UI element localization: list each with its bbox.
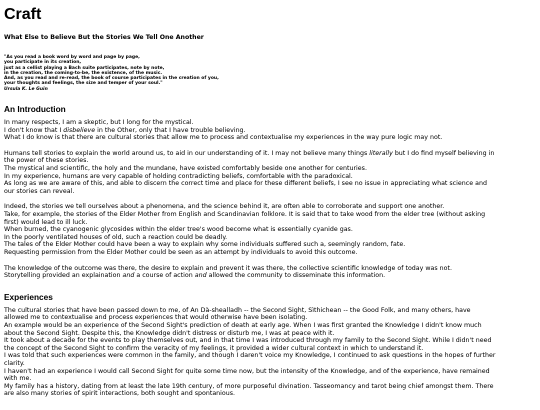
text-line: first) would lead to ill luck. — [4, 218, 88, 226]
paragraph — [4, 119, 536, 142]
page-title: Craft — [4, 6, 42, 23]
paragraph — [4, 307, 536, 398]
epigraph — [4, 55, 536, 92]
text-line: about the Second Sight. Despite this, the Knowledge didn't distress or disturb me, I was at peace with it. — [4, 329, 335, 337]
text-run: in the Other, only that I have trouble believing. — [95, 126, 246, 134]
text-line: clarity. — [4, 359, 25, 367]
text-line — [4, 150, 536, 158]
paragraph — [4, 150, 536, 196]
text-line: I haven't had an experience I would call Second Sight for quite some time now, but the intensity of the Knowledge, and of the experience, have remained — [4, 367, 490, 375]
text-line: As long as we are aware of this, and able to discern the correct time and place for these different beliefs, I see no issue in appreciating what science and — [4, 180, 487, 188]
text-line: The knowledge of the outcome was there, the desire to explain and prevent it was there, the collective scientific knowledge of today was not. — [4, 264, 452, 272]
epigraph-line: "As you read a book word by word and page by page, — [4, 55, 140, 60]
paragraph — [4, 203, 536, 256]
text-run: a course of action — [134, 272, 195, 280]
epigraph-line: And, as you read and re-read, the book of course participates in the creation of you, — [4, 76, 219, 82]
emphasis: literally — [369, 149, 393, 157]
text-line: The mystical and scientific, the holy and the mundane, have existed comfortably beside one another for centuries. — [4, 165, 367, 173]
epigraph-line: your thoughts and feelings, the size and temper of your soul." — [4, 81, 163, 87]
text-line: It took about a decade for the events to play themselves out, and in that time I was introduced through my family to the Second Sight. While I didn't need — [4, 337, 492, 345]
text-run: Storytelling provided an explaination — [4, 272, 123, 280]
document-page — [0, 5, 540, 398]
text-line: Requesting permission from the Elder Mother could be seen as an attempt by individuals to avoid this outcome. — [4, 248, 358, 256]
text-line: the power of these stories. — [4, 157, 89, 165]
paragraph — [4, 265, 536, 280]
epigraph-line: just as a cellist playing a Bach suite participates, note by note, — [4, 65, 165, 71]
text-run: but I do find myself believing in — [392, 149, 495, 157]
text-line: Indeed, the stories we tell ourselves about a phenomena, and the science behind it, are often able to corroborate and support one another. — [4, 203, 445, 211]
text-run: allowed the community to disseminate this information. — [206, 272, 386, 280]
text-line: are also many stories of spirit interactions, both sought and spontanious. — [4, 390, 236, 398]
epigraph-line: you participate in its creation, — [4, 60, 82, 66]
text-line: Take, for example, the stories of the Elder Mother from English and Scandinavian folklore. It is said that to take wood from the elder tree (without asking — [4, 211, 486, 219]
text-run: I don't know that I — [4, 126, 64, 134]
page-subtitle: What Else to Believe But the Stories We Tell One Another — [4, 34, 204, 41]
text-line: The tales of the Elder Mother could have been a way to explain why some individuals suffered such a, seemingly random, fate. — [4, 241, 406, 249]
text-line: In many respects, I am a skeptic, but I long for the mystical. — [4, 119, 194, 127]
text-line: In my experience, humans are very capable of holding contradicting beliefs, comfortable with the paradoxical. — [4, 172, 353, 180]
text-line: with me. — [4, 375, 32, 383]
text-line: What I do know is that there are cultural stories that allow me to process and contextualise my experiences in the way pure logic may not. — [4, 134, 443, 142]
epigraph-attribution: Ursula K. Le Guin — [4, 86, 48, 92]
text-line: The cultural stories that have been passed down to me, of An Dà-shealladh -- the Second Sight, Sìthichean -- the Good Folk, and many others, have — [4, 306, 471, 314]
text-line: allowed me to contextualise and process experiences that would otherwise have been isolating. — [4, 314, 308, 322]
text-line: An example would be an experience of the Second Sight's prediction of death at early age. When I was first granted the Knowledge I didn't know much — [4, 321, 482, 329]
text-line: When burned, the cyanogenic glycosides within the elder tree's wood become what is essentially cyanide gas. — [4, 226, 353, 234]
text-line: In the poorly ventilated houses of old, such a reaction could be deadly. — [4, 233, 228, 241]
text-line — [4, 127, 536, 135]
emphasis: and — [122, 272, 135, 280]
epigraph-line: in the creation, the coming-to-be, the existence, of the music. — [4, 70, 163, 76]
text-line: our stories can reveal. — [4, 187, 75, 195]
section-heading-experiences: Experiences — [4, 291, 53, 302]
text-line — [4, 272, 536, 280]
emphasis: and — [194, 272, 207, 280]
emphasis: disbelieve — [63, 126, 96, 134]
section-heading-introduction: An Introduction — [4, 104, 66, 115]
text-line: I was told that such experiences were common in the family, and though I daren't voice my Knowledge, I continued to ask questions in the hopes of further — [4, 352, 496, 360]
text-line: My family has a history, dating from at least the late 19th century, of more purposeful divination. Tasseomancy and tarot being chief amongst them. There — [4, 382, 494, 390]
text-run: Humans tell stories to explain the world around us, to aid in our understanding of it. I may not believe many things — [4, 149, 370, 157]
text-line: the concept of the Second Sight to confirm the veracity of my feelings, it provided a wider cultural context in which to understand it. — [4, 344, 424, 352]
